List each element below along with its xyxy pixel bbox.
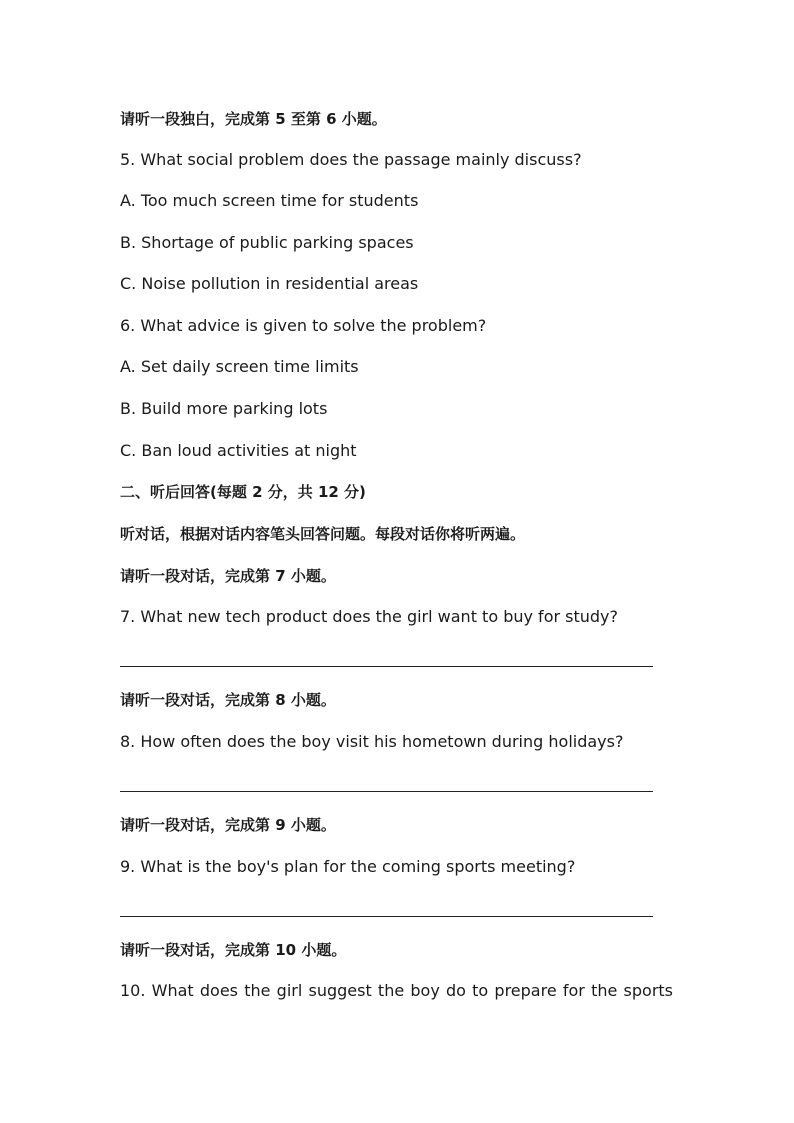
part-two-instruction: 听对话，根据对话内容笔头回答问题。每段对话你将听两遍。 — [120, 525, 526, 543]
question-6-option-b: B. Build more parking lots — [120, 399, 328, 418]
section-instruction-8: 请听一段对话，完成第 8 小题。 — [120, 691, 336, 709]
section-instruction-9: 请听一段对话，完成第 9 小题。 — [120, 816, 336, 834]
question-7: 7. What new tech product does the girl want to buy for study? — [120, 607, 619, 626]
question-6: 6. What advice is given to solve the problem? — [120, 316, 487, 335]
question-5-option-b: B. Shortage of public parking spaces — [120, 233, 414, 252]
section-instruction-5-6: 请听一段独白，完成第 5 至第 6 小题。 — [120, 110, 387, 128]
question-5-option-c: C. Noise pollution in residential areas — [120, 274, 419, 293]
section-instruction-7: 请听一段对话，完成第 7 小题。 — [120, 567, 336, 585]
part-two-heading: 二、听后回答(每题 2 分，共 12 分) — [120, 483, 366, 501]
answer-line-7[interactable] — [120, 666, 653, 667]
question-9: 9. What is the boy's plan for the coming sports meeting? — [120, 857, 576, 876]
question-10: 10. What does the girl suggest the boy do to prepare for the sports — [120, 981, 673, 1000]
section-instruction-10: 请听一段对话，完成第 10 小题。 — [120, 941, 347, 959]
question-6-option-c: C. Ban loud activities at night — [120, 441, 357, 460]
question-5: 5. What social problem does the passage mainly discuss? — [120, 150, 582, 169]
question-8: 8. How often does the boy visit his hometown during holidays? — [120, 732, 624, 751]
question-6-option-a: A. Set daily screen time limits — [120, 357, 359, 376]
answer-line-8[interactable] — [120, 791, 653, 792]
question-5-option-a: A. Too much screen time for students — [120, 191, 419, 210]
answer-line-9[interactable] — [120, 916, 653, 917]
